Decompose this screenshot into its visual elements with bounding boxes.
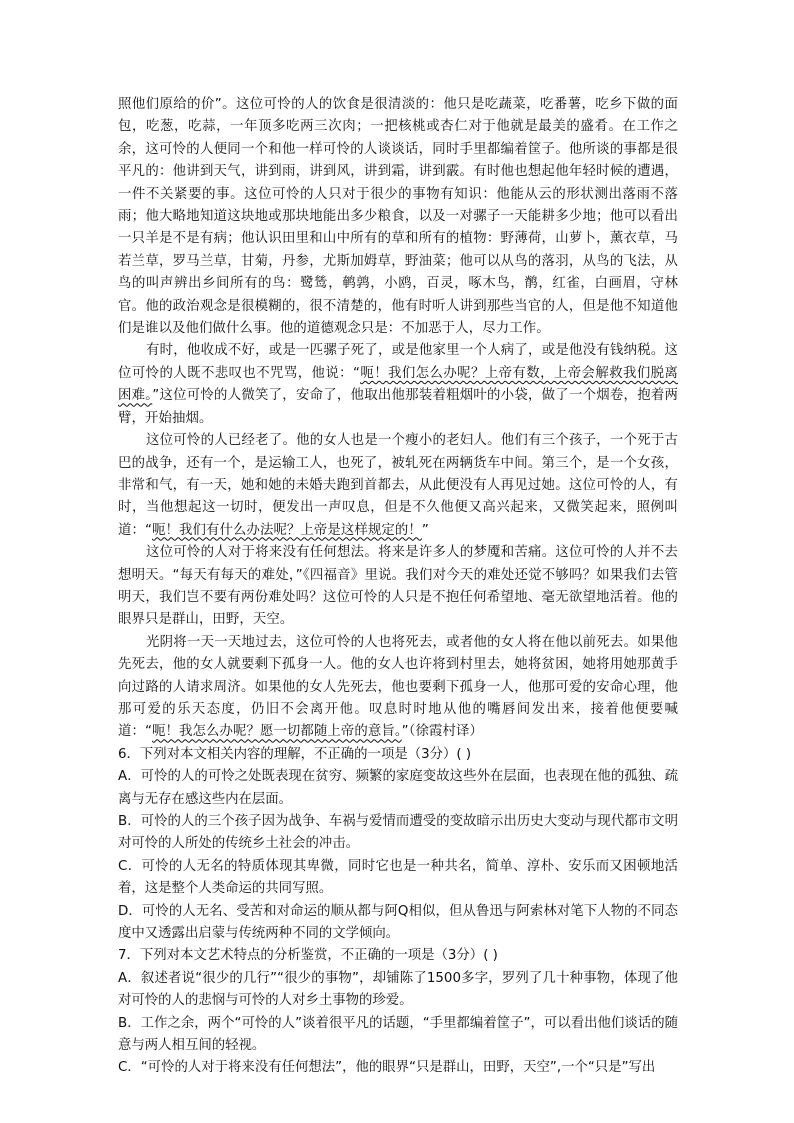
- paragraph-3-quote-underlined: 呃！我们有什么办法呢？上帝是这样规定的！: [152, 522, 422, 538]
- document-page: [118, 94, 678, 1080]
- question-7-option-a: A．叙述者说“很少的几行”“很少的事物”，却铺陈了1500多字，罗列了几十种事物，体现了他对可怜的人的悲悯与可怜的人对乡土事物的珍爱。: [118, 970, 678, 1009]
- question-7-option-b: B．工作之余，两个“可怜的人”谈着很平凡的话题，“手里都编着筐子”，可以看出他们谈话的随意与两人相互间的轻视。: [118, 1015, 678, 1054]
- question-6-option-c: C．可怜的人无名的特质体现其卑微，同时它也是一种共名，简单、淳朴、安乐而又困顿地活着，这是整个人类命运的共同写照。: [118, 858, 678, 897]
- passage-paragraph-4: 这位可怜的人对于将来没有任何想法。将来是许多人的梦魇和苦痛。这位可怜的人并不去想明天。“每天有每天的难处，”《四福音》里说。我们对今天的难处还觉不够吗？如果我们去管明天，我们岂不要有两份难处吗？这位可怜的人只是不抱任何希望地、毫无欲望地活着。他的眼界只是群山，田野，天空。: [118, 545, 678, 628]
- paragraph-2-text-start: 有时，他收成不好，或是一匹骡子死了，或是他家里一个人病了，或是他没有钱纳税。这位可怜的人既不悲叹也不咒骂，他说：“: [118, 343, 678, 381]
- question-6-option-a: A．可怜的人的可怜之处既表现在贫穷、频繁的家庭变故这些外在层面，也表现在他的孤独、疏离与无存在感这些内在层面。: [118, 769, 678, 807]
- passage-paragraph-1: 照他们原给的价”。这位可怜的人的饮食是很清淡的：他只是吃蔬菜，吃番薯，吃乡下做的面包，吃葱，吃蒜，一年顶多吃两三次肉；一把核桃或杏仁对于他就是最美的盛肴。在工作之余，这可怜的人便同一个和他一样可怜的人谈谈话，同时手里都编着筐子。他所谈的事都是很平凡的：他讲到天气，讲到雨，讲到风，讲到霜，讲到霰。有时他也想起他年轻时候的遭遇，一件不关紧要的事。这位可怜的人只对于很少的事物有知识：他能从云的形状测出落雨不落雨；他大略地知道这块地或那块地能出多少粮食，以及一对骡子一天能耕多少地；他可以看出一只羊是不是有病；他认识田里和山中所有的草和所有的植物：野薄荷，山萝卜，薰衣草，马若兰草，罗马兰草，甘菊，丹参，尤斯加姆草，野油菜；他可以从鸟的落羽，从鸟的飞法，从鸟的叫声辨出乡间所有的鸟：鹭鸶，鹌鹑，小鸥，百灵，啄木鸟，鹡，红雀，白画眉，守林官。他的政治观念是很模糊的，很不清楚的，他有时听人讲到那些当官的人，但是他不知道他们是谁以及他们做什么事。他的道德观念只是：不加恶于人，尽力工作。: [118, 97, 678, 337]
- paragraph-2-text-end: ”这位可怜的人微笑了，安命了，他取出他那装着粗烟叶的小袋，做了一个烟卷，抱着两臂，开始抽烟。: [118, 388, 678, 426]
- question-6-stem: 6．下列对本文相关内容的理解，不正确的一项是（3分）( ): [118, 746, 472, 762]
- question-7-option-c: C．“可怜的人对于将来没有任何想法”，他的眼界“只是群山，田野，天空”,一个“只是”写出: [118, 1060, 656, 1076]
- paragraph-5-quote-underlined: 呃！我怎么办呢？愿一切都随上帝的意旨。: [152, 724, 402, 740]
- paragraph-2-quote-underlined: 呃！我们怎么办呢？上帝有数，上帝会解救我们脱离困难。: [118, 365, 678, 404]
- question-6-option-d: D．可怜的人无名、受苦和对命运的顺从都与阿Q相似，但从鲁迅与阿索林对笔下人物的不同态度中又透露出启蒙与传统两种不同的文学倾向。: [118, 903, 678, 942]
- passage-paragraph-2: [118, 340, 678, 430]
- question-6-option-b: B．可怜的人的三个孩子因为战争、车祸与爱情而遭受的变故暗示出历史大变动与现代都市文明对可怜的人所处的传统乡土社会的冲击。: [118, 814, 678, 852]
- question-7-stem: 7．下列对本文艺术特点的分析鉴赏，不正确的一项是（3分）( ): [118, 948, 498, 964]
- paragraph-5-text-start: 光阴将一天一天地过去，这位可怜的人也将死去，或者他的女人将在他以前死去。如果他先死去，他的女人就要剩下孤身一人。他的女人也许将到村里去，她将贫困，她将用她那黄手向过路的人请求周济。如果他的女人先死去，他也要剩下孤身一人，他那可爱的安命心理，他那可爱的乐天态度，仍旧不会离开他。叹息时时地从他的嘴唇间发出来，接着他便要喊道：“: [118, 634, 678, 740]
- paragraph-3-text-end: ”: [421, 522, 429, 538]
- paragraph-3-text-start: 这位可怜的人已经老了。他的女人也是一个瘦小的老妇人。他们有三个孩子，一个死于古巴的战争，还有一个，是运输工人，也死了，被轧死在两辆货车中间。第三个，是一个女孩，非常和气，有一天，她和她的未婚夫跑到首都去，从此便没有人再见过她。这位可怜的人，有时，当他想起这一切时，便发出一声叹息，但是不久他便又高兴起来，又微笑起来，照例叫道：“: [118, 433, 678, 538]
- passage-paragraph-5: [118, 632, 678, 744]
- paragraph-5-text-end: ”（徐霞村译）: [401, 724, 483, 740]
- passage-paragraph-3: [118, 430, 678, 542]
